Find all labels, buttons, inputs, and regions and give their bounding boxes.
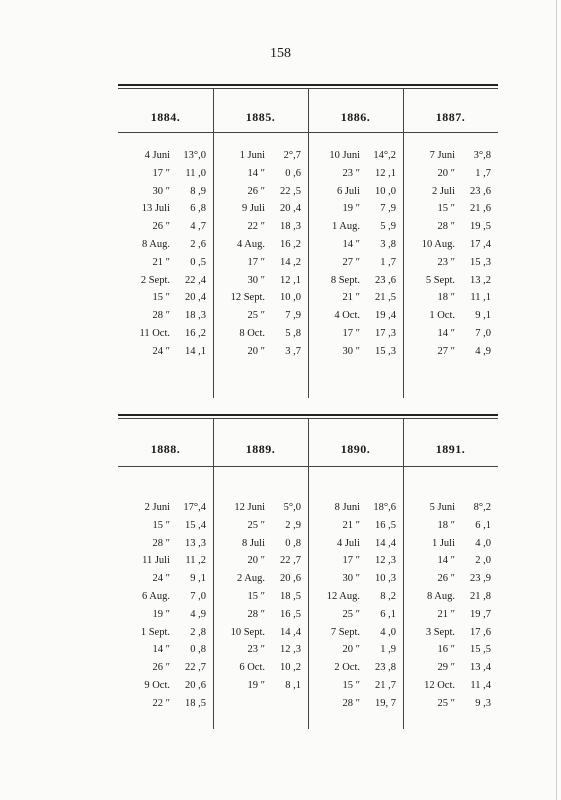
table-row bbox=[403, 166, 498, 182]
value-cell: 5°,0 bbox=[283, 502, 301, 513]
value-cell: 4 ,0 bbox=[475, 537, 491, 549]
value-cell: 13 ,3 bbox=[185, 537, 206, 549]
date-cell: 20 ″ bbox=[247, 345, 265, 357]
table-row bbox=[308, 589, 403, 605]
date-cell: 7 Sept. bbox=[330, 626, 360, 638]
value-cell: 16 ,5 bbox=[375, 519, 396, 531]
table-row bbox=[118, 500, 213, 516]
value-cell: 13°,0 bbox=[183, 150, 206, 161]
table-row bbox=[308, 219, 403, 235]
date-cell: 30 ″ bbox=[342, 573, 360, 585]
value-cell: 4 ,9 bbox=[190, 608, 206, 620]
table-row bbox=[213, 625, 308, 641]
table-row bbox=[308, 344, 403, 360]
date-cell: 13 Juli bbox=[141, 203, 170, 215]
table-row bbox=[118, 219, 213, 235]
date-cell: 14 ″ bbox=[247, 167, 265, 179]
value-cell: 10 ,3 bbox=[375, 573, 396, 585]
value-cell: 11 ,4 bbox=[470, 680, 491, 691]
date-cell: 30 ″ bbox=[342, 345, 360, 357]
date-cell: 1 Juli bbox=[431, 537, 455, 549]
table-row bbox=[403, 536, 498, 552]
date-cell: 4 Juli bbox=[336, 537, 360, 549]
table-row bbox=[213, 308, 308, 324]
date-cell: 28 ″ bbox=[342, 697, 360, 709]
value-cell: 6 ,1 bbox=[475, 519, 491, 531]
table-row bbox=[403, 273, 498, 289]
table-row bbox=[213, 500, 308, 516]
table-row bbox=[118, 642, 213, 658]
date-cell: 6 Juli bbox=[336, 185, 360, 197]
year-heading: 1886. bbox=[340, 110, 371, 124]
table-row bbox=[118, 290, 213, 306]
value-cell: 10 ,0 bbox=[375, 185, 396, 197]
date-cell: 15 ″ bbox=[342, 680, 360, 691]
year-heading: 1890. bbox=[340, 442, 371, 456]
table-row bbox=[213, 678, 308, 694]
date-cell: 19 ″ bbox=[247, 680, 265, 691]
table-row bbox=[213, 660, 308, 676]
value-cell: 23 ,6 bbox=[470, 185, 491, 197]
table-row bbox=[308, 184, 403, 200]
date-cell: 2 Aug. bbox=[236, 573, 265, 585]
date-cell: 21 ″ bbox=[152, 256, 170, 268]
date-cell: 8 Juni bbox=[334, 502, 360, 513]
table-row bbox=[308, 678, 403, 694]
date-cell: 2 Juli bbox=[431, 185, 455, 197]
date-cell: 11 Juli bbox=[142, 555, 170, 567]
date-cell: 26 ″ bbox=[152, 662, 170, 674]
value-cell: 5 ,8 bbox=[285, 328, 301, 339]
value-cell: 18°,6 bbox=[373, 502, 396, 513]
value-cell: 9 ,3 bbox=[475, 697, 491, 709]
date-cell: 17 ″ bbox=[152, 167, 170, 179]
table-row bbox=[118, 344, 213, 360]
table-row bbox=[118, 678, 213, 694]
table-row bbox=[118, 148, 213, 164]
table-row bbox=[118, 273, 213, 289]
value-cell: 22 ,5 bbox=[280, 185, 301, 197]
date-cell: 6 Aug. bbox=[141, 591, 170, 602]
value-cell: 12 ,3 bbox=[280, 644, 301, 656]
value-cell: 7 ,9 bbox=[380, 203, 396, 215]
date-cell: 8 Oct. bbox=[239, 328, 265, 339]
date-cell: 26 ″ bbox=[152, 221, 170, 233]
table-row bbox=[403, 344, 498, 360]
table-row bbox=[213, 237, 308, 253]
date-cell: 26 ″ bbox=[247, 185, 265, 197]
date-cell: 21 ″ bbox=[437, 608, 455, 620]
value-cell: 11 ,1 bbox=[470, 292, 491, 304]
value-cell: 19, 7 bbox=[375, 697, 396, 709]
date-cell: 20 ″ bbox=[437, 167, 455, 179]
value-cell: 18 ,5 bbox=[280, 591, 301, 602]
table-row bbox=[308, 696, 403, 712]
value-cell: 2°,7 bbox=[283, 150, 301, 161]
value-cell: 7 ,0 bbox=[475, 328, 491, 339]
value-cell: 22 ,4 bbox=[185, 274, 206, 286]
table-row bbox=[213, 290, 308, 306]
year-heading: 1885. bbox=[245, 110, 276, 124]
value-cell: 14 ,2 bbox=[280, 256, 301, 268]
date-cell: 22 ″ bbox=[247, 221, 265, 233]
date-cell: 23 ″ bbox=[342, 167, 360, 179]
value-cell: 6 ,8 bbox=[190, 203, 206, 215]
date-cell: 17 ″ bbox=[342, 555, 360, 567]
table-row bbox=[403, 255, 498, 271]
table-row bbox=[403, 607, 498, 623]
value-cell: 4 ,9 bbox=[475, 345, 491, 357]
table-row bbox=[308, 625, 403, 641]
value-cell: 11 ,0 bbox=[185, 167, 206, 179]
date-cell: 14 ″ bbox=[152, 644, 170, 656]
date-cell: 1 Aug. bbox=[331, 221, 360, 233]
date-cell: 28 ″ bbox=[437, 221, 455, 233]
date-cell: 21 ″ bbox=[342, 292, 360, 304]
value-cell: 12 ,1 bbox=[280, 274, 301, 286]
date-cell: 18 ″ bbox=[437, 292, 455, 304]
value-cell: 12 ,1 bbox=[375, 167, 396, 179]
value-cell: 23 ,9 bbox=[470, 573, 491, 585]
value-cell: 1 ,7 bbox=[475, 167, 491, 179]
value-cell: 10 ,2 bbox=[280, 662, 301, 674]
date-cell: 28 ″ bbox=[152, 537, 170, 549]
date-cell: 15 ″ bbox=[152, 292, 170, 304]
table-row bbox=[403, 678, 498, 694]
date-cell: 25 ″ bbox=[247, 519, 265, 531]
value-cell: 16 ,5 bbox=[280, 608, 301, 620]
date-cell: 27 ″ bbox=[342, 256, 360, 268]
value-cell: 3 ,8 bbox=[380, 239, 396, 250]
value-cell: 16 ,2 bbox=[185, 328, 206, 339]
value-cell: 15 ,4 bbox=[185, 519, 206, 531]
value-cell: 21 ,5 bbox=[375, 292, 396, 304]
table-row bbox=[118, 201, 213, 217]
year-heading: 1884. bbox=[150, 110, 181, 124]
value-cell: 9 ,1 bbox=[475, 310, 491, 322]
value-cell: 3°,8 bbox=[473, 150, 491, 161]
value-cell: 8°,2 bbox=[473, 502, 491, 513]
date-cell: 10 Sept. bbox=[230, 626, 265, 638]
value-cell: 14°,2 bbox=[373, 150, 396, 161]
table-row bbox=[118, 255, 213, 271]
date-cell: 1 Sept. bbox=[140, 626, 170, 638]
value-cell: 18 ,3 bbox=[185, 310, 206, 322]
date-cell: 30 ″ bbox=[152, 185, 170, 197]
year-heading: 1888. bbox=[150, 442, 181, 456]
date-cell: 15 ″ bbox=[152, 519, 170, 531]
value-cell: 2 ,8 bbox=[190, 626, 206, 638]
value-cell: 21 ,8 bbox=[470, 591, 491, 602]
table-row bbox=[213, 518, 308, 534]
table-row bbox=[308, 500, 403, 516]
table-row bbox=[213, 255, 308, 271]
table-row bbox=[213, 642, 308, 658]
table-row bbox=[308, 308, 403, 324]
table-row bbox=[403, 660, 498, 676]
date-cell: 19 ″ bbox=[152, 608, 170, 620]
table-row bbox=[213, 536, 308, 552]
date-cell: 2 Oct. bbox=[334, 662, 360, 674]
date-cell: 29 ″ bbox=[437, 662, 455, 674]
value-cell: 6 ,1 bbox=[380, 608, 396, 620]
table-row bbox=[308, 642, 403, 658]
year-heading: 1889. bbox=[245, 442, 276, 456]
table-row bbox=[403, 308, 498, 324]
table-row bbox=[308, 290, 403, 306]
table-row bbox=[118, 326, 213, 342]
table-row bbox=[308, 571, 403, 587]
date-cell: 17 ″ bbox=[342, 328, 360, 339]
year-heading: 1891. bbox=[435, 442, 466, 456]
table-row bbox=[118, 696, 213, 712]
date-cell: 2 Sept. bbox=[140, 274, 170, 286]
table-row bbox=[213, 219, 308, 235]
table-top-rule bbox=[118, 84, 498, 86]
table-row bbox=[118, 237, 213, 253]
page-edge bbox=[556, 0, 557, 800]
table-row bbox=[403, 201, 498, 217]
date-cell: 14 ″ bbox=[342, 239, 360, 250]
table-row bbox=[213, 201, 308, 217]
table-row bbox=[403, 148, 498, 164]
value-cell: 19 ,7 bbox=[470, 608, 491, 620]
date-cell: 20 ″ bbox=[247, 555, 265, 567]
date-cell: 9 Juli bbox=[241, 203, 265, 215]
value-cell: 17°,4 bbox=[183, 502, 206, 513]
date-cell: 10 Aug. bbox=[421, 239, 455, 250]
table-row bbox=[403, 625, 498, 641]
date-cell: 1 Juni bbox=[239, 150, 265, 161]
date-cell: 17 ″ bbox=[247, 256, 265, 268]
table-row bbox=[213, 553, 308, 569]
value-cell: 22 ,7 bbox=[185, 662, 206, 674]
value-cell: 20 ,4 bbox=[280, 203, 301, 215]
date-cell: 26 ″ bbox=[437, 573, 455, 585]
date-cell: 2 Juni bbox=[144, 502, 170, 513]
date-cell: 25 ″ bbox=[342, 608, 360, 620]
table-row bbox=[308, 166, 403, 182]
value-cell: 15 ,3 bbox=[375, 345, 396, 357]
table-row bbox=[308, 553, 403, 569]
table-1884-1887 bbox=[118, 84, 498, 404]
value-cell: 17 ,3 bbox=[375, 328, 396, 339]
table-row bbox=[308, 660, 403, 676]
table-row bbox=[403, 326, 498, 342]
table-1888-1891 bbox=[118, 414, 498, 729]
date-cell: 10 Juni bbox=[329, 150, 360, 161]
date-cell: 4 Oct. bbox=[334, 310, 360, 322]
date-cell: 23 ″ bbox=[437, 256, 455, 268]
date-cell: 12 Oct. bbox=[424, 680, 455, 691]
date-cell: 4 Juni bbox=[144, 150, 170, 161]
table-row bbox=[118, 660, 213, 676]
date-cell: 25 ″ bbox=[437, 697, 455, 709]
table-row bbox=[403, 518, 498, 534]
date-cell: 20 ″ bbox=[342, 644, 360, 656]
table-row bbox=[118, 518, 213, 534]
page-number: 158 bbox=[270, 46, 291, 61]
table-row bbox=[118, 553, 213, 569]
value-cell: 8 ,2 bbox=[380, 591, 396, 602]
table-row bbox=[118, 607, 213, 623]
date-cell: 11 Oct. bbox=[139, 328, 170, 339]
date-cell: 14 ″ bbox=[437, 555, 455, 567]
table-row bbox=[118, 184, 213, 200]
value-cell: 19 ,4 bbox=[375, 310, 396, 322]
value-cell: 15 ,3 bbox=[470, 256, 491, 268]
date-cell: 24 ″ bbox=[152, 573, 170, 585]
value-cell: 13 ,4 bbox=[470, 662, 491, 674]
table-row bbox=[213, 326, 308, 342]
date-cell: 5 Sept. bbox=[425, 274, 455, 286]
value-cell: 0 ,6 bbox=[285, 167, 301, 179]
table-row bbox=[403, 500, 498, 516]
table-row bbox=[403, 571, 498, 587]
table-row bbox=[213, 166, 308, 182]
table-row bbox=[213, 184, 308, 200]
table-row bbox=[403, 184, 498, 200]
date-cell: 15 ″ bbox=[437, 203, 455, 215]
value-cell: 22 ,7 bbox=[280, 555, 301, 567]
value-cell: 11 ,2 bbox=[185, 555, 206, 567]
value-cell: 12 ,3 bbox=[375, 555, 396, 567]
table-row bbox=[118, 536, 213, 552]
value-cell: 20 ,6 bbox=[280, 573, 301, 585]
value-cell: 14 ,1 bbox=[185, 345, 206, 357]
value-cell: 16 ,2 bbox=[280, 239, 301, 250]
date-cell: 28 ″ bbox=[152, 310, 170, 322]
table-row bbox=[308, 148, 403, 164]
table-row bbox=[308, 237, 403, 253]
date-cell: 9 Oct. bbox=[144, 680, 170, 691]
table-row bbox=[403, 553, 498, 569]
date-cell: 12 Aug. bbox=[326, 591, 360, 602]
date-cell: 25 ″ bbox=[247, 310, 265, 322]
date-cell: 8 Sept. bbox=[330, 274, 360, 286]
date-cell: 30 ″ bbox=[247, 274, 265, 286]
date-cell: 22 ″ bbox=[152, 697, 170, 709]
table-row bbox=[308, 326, 403, 342]
table-row bbox=[213, 607, 308, 623]
value-cell: 20 ,6 bbox=[185, 680, 206, 691]
table-row bbox=[308, 536, 403, 552]
date-cell: 3 Sept. bbox=[425, 626, 455, 638]
table-row bbox=[118, 166, 213, 182]
date-cell: 5 Juni bbox=[429, 502, 455, 513]
value-cell: 9 ,1 bbox=[190, 573, 206, 585]
table-row bbox=[213, 148, 308, 164]
value-cell: 17 ,6 bbox=[470, 626, 491, 638]
table-row bbox=[213, 571, 308, 587]
date-cell: 28 ″ bbox=[247, 608, 265, 620]
table-row bbox=[308, 255, 403, 271]
table-row bbox=[118, 308, 213, 324]
value-cell: 2 ,0 bbox=[475, 555, 491, 567]
value-cell: 21 ,7 bbox=[375, 680, 396, 691]
value-cell: 19 ,5 bbox=[470, 221, 491, 233]
table-row bbox=[403, 696, 498, 712]
table-row bbox=[118, 625, 213, 641]
value-cell: 3 ,7 bbox=[285, 345, 301, 357]
value-cell: 8 ,1 bbox=[285, 680, 301, 691]
value-cell: 2 ,9 bbox=[285, 519, 301, 531]
value-cell: 23 ,6 bbox=[375, 274, 396, 286]
value-cell: 2 ,6 bbox=[190, 239, 206, 250]
table-row bbox=[403, 219, 498, 235]
date-cell: 12 Juni bbox=[234, 502, 265, 513]
value-cell: 7 ,9 bbox=[285, 310, 301, 322]
date-cell: 1 Oct. bbox=[429, 310, 455, 322]
date-cell: 16 ″ bbox=[437, 644, 455, 656]
value-cell: 14 ,4 bbox=[280, 626, 301, 638]
value-cell: 1 ,9 bbox=[380, 644, 396, 656]
value-cell: 4 ,7 bbox=[190, 221, 206, 233]
value-cell: 13 ,2 bbox=[470, 274, 491, 286]
table-row bbox=[403, 237, 498, 253]
table-top-rule bbox=[118, 414, 498, 416]
value-cell: 20 ,4 bbox=[185, 292, 206, 304]
value-cell: 10 ,0 bbox=[280, 292, 301, 304]
value-cell: 8 ,9 bbox=[190, 185, 206, 197]
table-row bbox=[403, 290, 498, 306]
date-cell: 19 ″ bbox=[342, 203, 360, 215]
table-row bbox=[213, 344, 308, 360]
date-cell: 12 Sept. bbox=[230, 292, 265, 304]
date-cell: 14 ″ bbox=[437, 328, 455, 339]
value-cell: 17 ,4 bbox=[470, 239, 491, 250]
value-cell: 23 ,8 bbox=[375, 662, 396, 674]
date-cell: 18 ″ bbox=[437, 519, 455, 531]
value-cell: 7 ,0 bbox=[190, 591, 206, 602]
value-cell: 4 ,0 bbox=[380, 626, 396, 638]
table-row bbox=[308, 518, 403, 534]
date-cell: 21 ″ bbox=[342, 519, 360, 531]
date-cell: 7 Juni bbox=[429, 150, 455, 161]
value-cell: 0 ,8 bbox=[190, 644, 206, 656]
value-cell: 21 ,6 bbox=[470, 203, 491, 215]
value-cell: 18 ,5 bbox=[185, 697, 206, 709]
date-cell: 24 ″ bbox=[152, 345, 170, 357]
table-row bbox=[118, 589, 213, 605]
table-row bbox=[403, 589, 498, 605]
table-row bbox=[403, 642, 498, 658]
table-row bbox=[213, 589, 308, 605]
year-heading: 1887. bbox=[435, 110, 466, 124]
table-row bbox=[308, 201, 403, 217]
table-row bbox=[213, 273, 308, 289]
date-cell: 27 ″ bbox=[437, 345, 455, 357]
value-cell: 1 ,7 bbox=[380, 256, 396, 268]
date-cell: 23 ″ bbox=[247, 644, 265, 656]
date-cell: 6 Oct. bbox=[239, 662, 265, 674]
value-cell: 5 ,9 bbox=[380, 221, 396, 233]
date-cell: 4 Aug. bbox=[236, 239, 265, 250]
date-cell: 8 Juli bbox=[241, 537, 265, 549]
date-cell: 8 Aug. bbox=[426, 591, 455, 602]
value-cell: 0 ,5 bbox=[190, 256, 206, 268]
table-row bbox=[308, 607, 403, 623]
table-row bbox=[308, 273, 403, 289]
table-row bbox=[118, 571, 213, 587]
date-cell: 15 ″ bbox=[247, 591, 265, 602]
value-cell: 14 ,4 bbox=[375, 537, 396, 549]
date-cell: 8 Aug. bbox=[141, 239, 170, 250]
value-cell: 0 ,8 bbox=[285, 537, 301, 549]
value-cell: 18 ,3 bbox=[280, 221, 301, 233]
value-cell: 15 ,5 bbox=[470, 644, 491, 656]
